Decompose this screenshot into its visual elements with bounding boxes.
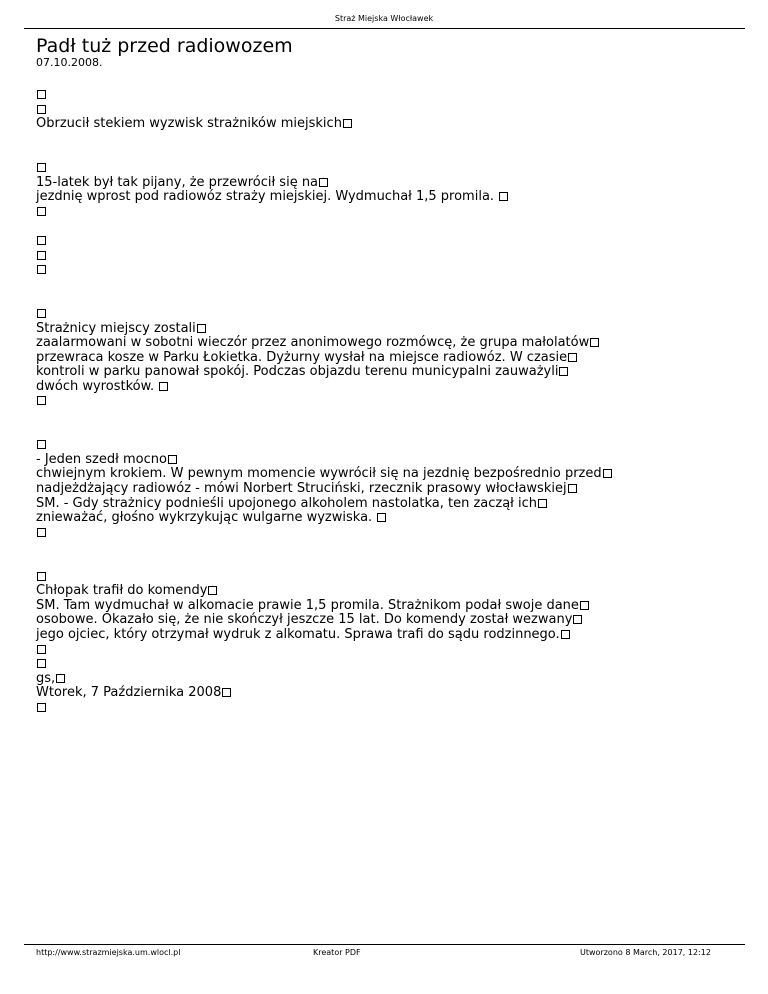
body-line (36, 278, 736, 293)
body-line-text: Obrzucił stekiem wyzwisk strażników miejskich (36, 116, 342, 132)
body-line (36, 657, 736, 672)
body-line (36, 599, 736, 614)
body-line (36, 292, 736, 307)
article-date: 07.10.2008. (36, 56, 103, 69)
body-line (36, 176, 736, 191)
body-line-text: jezdnię wprost pod radiowóz straży miejskiej. Wydmuchał 1,5 promila. (36, 189, 499, 205)
body-line-text: - Jeden szedł mocno (36, 451, 167, 467)
body-line (36, 380, 736, 395)
missing-glyph-box-icon (603, 469, 612, 478)
body-line (36, 234, 736, 249)
body-line-text: SM. - Gdy strażnicy podnieśli upojonego alkoholem nastolatka, ten zaczął ich (36, 495, 538, 511)
body-line (36, 322, 736, 337)
body-line-text: kontroli w parku panował spokój. Podczas objazdu terenu municypalni zauważyli (36, 364, 559, 380)
missing-glyph-box-icon (37, 396, 46, 405)
body-line (36, 263, 736, 278)
body-line-text: nadjeżdżający radiowóz - mówi Norbert Struciński, rzecznik prasowy włocławskiej (36, 481, 567, 497)
footer-url: http://www.strazmiejska.um.wlocl.pl (36, 948, 181, 957)
missing-glyph-box-icon (37, 236, 46, 245)
body-line (36, 453, 736, 468)
missing-glyph-box-icon (37, 703, 46, 712)
body-line-text: jego ojciec, który otrzymał wydruk z alkomatu. Sprawa trafi do sądu rodzinnego. (36, 626, 560, 642)
body-line (36, 351, 736, 366)
body-line-text: zaalarmowani w sobotni wieczór przez anonimowego rozmówcę, że grupa małolatów (36, 335, 590, 351)
body-line (36, 511, 736, 526)
body-line (36, 555, 736, 570)
missing-glyph-box-icon (559, 367, 568, 376)
missing-glyph-box-icon (580, 601, 589, 610)
body-line (36, 117, 736, 132)
body-line (36, 497, 736, 512)
body-line (36, 584, 736, 599)
missing-glyph-box-icon (37, 105, 46, 114)
body-line (36, 205, 736, 220)
body-line-text: Strażnicy miejscy zostali (36, 320, 196, 336)
missing-glyph-box-icon (168, 455, 177, 464)
body-line (36, 146, 736, 161)
article-body (36, 88, 736, 716)
missing-glyph-box-icon (561, 630, 570, 639)
missing-glyph-box-icon (37, 440, 46, 449)
footer-created-date: Utworzono 8 March, 2017, 12:12 (580, 948, 711, 957)
body-line (36, 672, 736, 687)
body-line-text: osobowe. Okazało się, że nie skończył jeszcze 15 lat. Do komendy został wezwany (36, 612, 573, 628)
body-line (36, 409, 736, 424)
missing-glyph-box-icon (538, 499, 547, 508)
header-divider (24, 28, 745, 29)
body-line (36, 161, 736, 176)
body-line-text: Chłopak trafił do komendy (36, 583, 208, 599)
body-line (36, 438, 736, 453)
missing-glyph-box-icon (573, 615, 582, 624)
body-line (36, 88, 736, 103)
body-line-text: gs, (36, 670, 56, 686)
missing-glyph-box-icon (56, 674, 65, 683)
missing-glyph-box-icon (319, 178, 328, 187)
body-line (36, 336, 736, 351)
missing-glyph-box-icon (343, 119, 352, 128)
missing-glyph-box-icon (37, 309, 46, 318)
missing-glyph-box-icon (37, 645, 46, 654)
missing-glyph-box-icon (37, 528, 46, 537)
body-line (36, 482, 736, 497)
footer-divider (24, 944, 745, 945)
body-line (36, 365, 736, 380)
body-line-text: przewraca kosze w Parku Łokietka. Dyżurny wysłał na miejsce radiowóz. W czasie (36, 349, 568, 365)
missing-glyph-box-icon (37, 572, 46, 581)
body-line (36, 467, 736, 482)
body-line (36, 394, 736, 409)
body-line (36, 103, 736, 118)
body-line (36, 249, 736, 264)
body-line (36, 570, 736, 585)
missing-glyph-box-icon (37, 265, 46, 274)
body-line (36, 686, 736, 701)
missing-glyph-box-icon (499, 192, 508, 201)
body-line-text: chwiejnym krokiem. W pewnym momencie wywrócił się na jezdnię bezpośrednio przed (36, 466, 602, 482)
body-line-text: SM. Tam wydmuchał w alkomacie prawie 1,5 promila. Strażnikom podał swoje dane (36, 597, 579, 613)
missing-glyph-box-icon (377, 513, 386, 522)
missing-glyph-box-icon (37, 659, 46, 668)
missing-glyph-box-icon (37, 251, 46, 260)
body-line (36, 219, 736, 234)
body-line (36, 190, 736, 205)
missing-glyph-box-icon (37, 163, 46, 172)
missing-glyph-box-icon (37, 90, 46, 99)
missing-glyph-box-icon (568, 353, 577, 362)
missing-glyph-box-icon (568, 484, 577, 493)
missing-glyph-box-icon (159, 382, 168, 391)
body-line (36, 613, 736, 628)
missing-glyph-box-icon (208, 586, 217, 595)
body-line (36, 701, 736, 716)
body-line-text: dwóch wyrostków. (36, 378, 159, 394)
missing-glyph-box-icon (197, 324, 206, 333)
body-line (36, 132, 736, 147)
page-header-title: Straż Miejska Włocławek (334, 14, 434, 23)
footer-generator: Kreator PDF (313, 948, 361, 957)
body-line (36, 424, 736, 439)
body-line (36, 628, 736, 643)
body-line-text: znieważać, głośno wykrzykując wulgarne wyzwiska. (36, 510, 377, 526)
article-title: Padł tuż przed radiowozem (36, 35, 293, 57)
missing-glyph-box-icon (222, 688, 231, 697)
body-line (36, 307, 736, 322)
missing-glyph-box-icon (590, 338, 599, 347)
body-line-text: Wtorek, 7 Października 2008 (36, 685, 222, 701)
missing-glyph-box-icon (37, 207, 46, 216)
body-line (36, 526, 736, 541)
body-line-text: 15-latek był tak pijany, że przewrócił się na (36, 174, 319, 190)
body-line (36, 540, 736, 555)
body-line (36, 643, 736, 658)
